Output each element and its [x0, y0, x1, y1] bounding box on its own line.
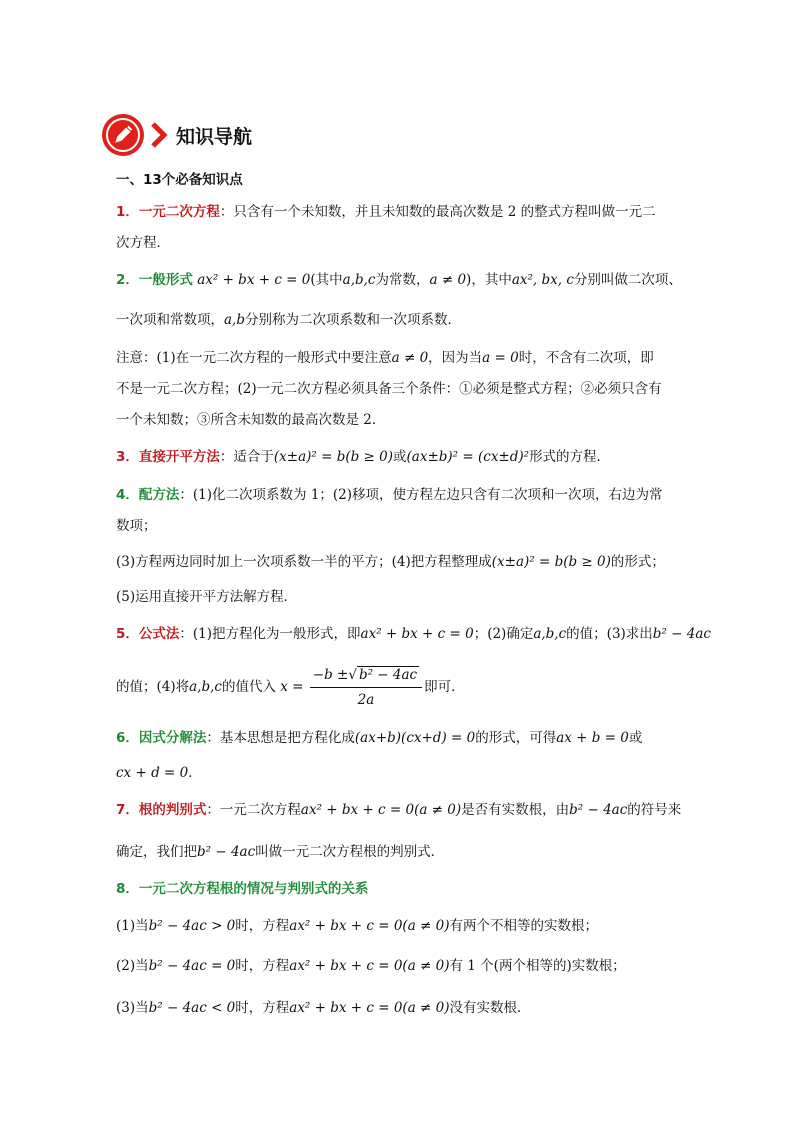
item-7-line-1: 7．根的判别式：一元二次方程ax² + bx + c = 0(a ≠ 0)是否有实数根，由b² − 4ac的符号来 — [116, 802, 682, 818]
pencil-icon — [102, 114, 144, 156]
item-2-line-1: 2．一般形式 ax² + bx + c = 0(其中a,b,c为常数，a ≠ 0)，其中ax², bx, c分别叫做二次项、 — [116, 272, 682, 288]
item-6-line-2: cx + d = 0． — [116, 765, 202, 781]
item-4-line-1: 4．配方法：(1)化二次项系数为 1；(2)移项，使方程左边只含有二次项和一次项，右边为常 — [116, 487, 663, 503]
item-3-label: 3．直接开平方法 — [116, 449, 220, 465]
page-title: 知识导航 — [176, 125, 253, 148]
item-7-line-2: 确定，我们把b² − 4ac叫做一元二次方程根的判别式． — [116, 844, 445, 860]
item-2-line-2: 一次项和常数项，a,b分别称为二次项系数和一次项系数． — [116, 312, 461, 328]
section-header — [102, 113, 252, 157]
item-8-label: 8．一元二次方程根的情况与判别式的关系 — [116, 881, 369, 897]
note-line-1: 注意：(1)在一元二次方程的一般形式中要注意a ≠ 0，因为当a = 0时，不含有二次项，即 — [116, 350, 654, 366]
item-3-line-1: 3．直接开平方法：适合于(x±a)² = b(b ≥ 0)或(ax±b)² = (cx±d)²形式的方程． — [116, 449, 611, 465]
item-5-line-1: 5．公式法：(1)把方程化为一般形式，即ax² + bx + c = 0；(2)确定a,b,c的值；(3)求出b² − 4ac — [116, 626, 711, 642]
item-4-line-4: (5)运用直接开平方法解方程． — [116, 589, 298, 605]
note-line-3: 一个未知数；③所含未知数的最高次数是 2． — [116, 412, 386, 428]
item-1-label: 1．一元二次方程 — [116, 204, 220, 220]
item-5-line-2: 的值；(4)将a,b,c的值代入 x = $\frac{\text{−b ±√ b² − 4ac}}{2a}$ 即可． — [116, 664, 465, 711]
item-1-line-2: 次方程． — [116, 235, 170, 251]
item-4-line-2: 数项； — [116, 518, 157, 534]
section-title: 一、13个必备知识点 — [116, 172, 243, 188]
item-6-label: 6．因式分解法 — [116, 730, 207, 746]
quadratic-formula: $\frac{\text{−b ±√ b² − 4ac}}{2a}$ — [310, 664, 422, 711]
item-6-line-1: 6．因式分解法：基本思想是把方程化成(ax+b)(cx+d) = 0的形式，可得ax + b = 0或 — [116, 730, 643, 746]
item-8-case-1: (1)当b² − 4ac > 0时，方程ax² + bx + c = 0(a ≠ 0)有两个不相等的实数根； — [116, 918, 598, 934]
item-8-case-2: (2)当b² − 4ac = 0时，方程ax² + bx + c = 0(a ≠ 0)有 1 个(两个相等的)实数根； — [116, 958, 626, 974]
item-1-line-1: 1．一元二次方程：只含有一个未知数，并且未知数的最高次数是 2 的整式方程叫做一元二 — [116, 204, 656, 220]
item-4-label: 4．配方法 — [116, 487, 180, 503]
chevron-right-icon — [150, 122, 168, 148]
note-line-2: 不是一元二次方程；(2)一元二次方程必须具备三个条件：①必须是整式方程；②必须只含有 — [116, 381, 662, 397]
item-2-label: 2．一般形式 — [116, 272, 193, 288]
item-4-line-3: (3)方程两边同时加上一次项系数一半的平方；(4)把方程整理成(x±a)² = b(b ≥ 0)的形式； — [116, 554, 665, 570]
item-8-case-3: (3)当b² − 4ac < 0时，方程ax² + bx + c = 0(a ≠ 0)没有实数根． — [116, 1000, 531, 1016]
item-5-label: 5．公式法 — [116, 626, 180, 642]
item-7-label: 7．根的判别式 — [116, 802, 207, 818]
